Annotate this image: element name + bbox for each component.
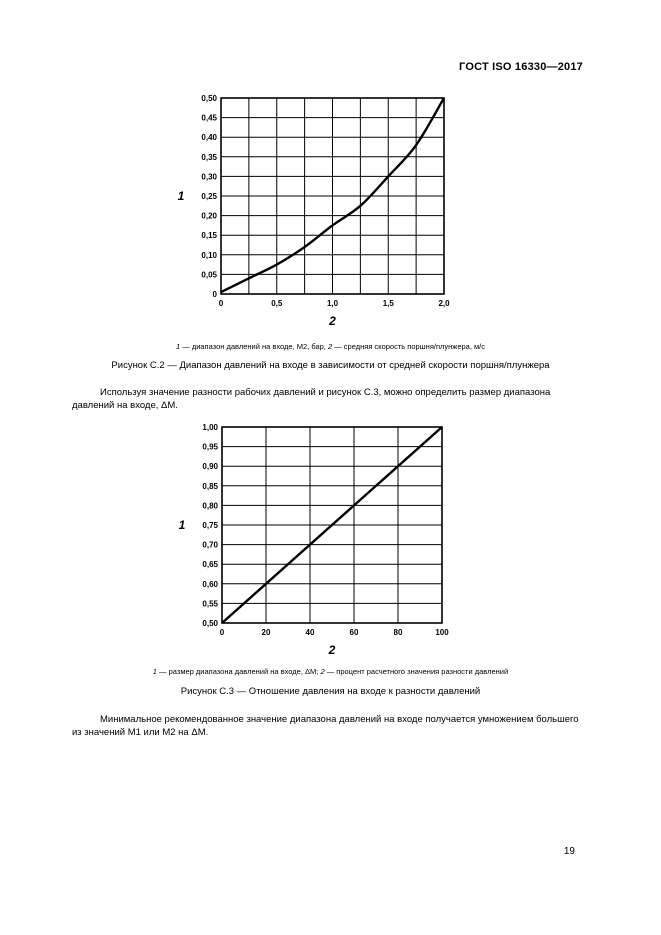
c2-xtick-3: 1,5 — [382, 299, 394, 308]
c2-ytick-10: 0,50 — [201, 94, 217, 103]
c3-ylabel: 1 — [178, 518, 186, 532]
legend-c2-text1: — диапазон давлений на входе, М2, бар, — [180, 342, 328, 351]
c3-ytick-10: 1,00 — [202, 423, 218, 432]
c3-ytick-6: 0,80 — [202, 501, 218, 511]
c3-xtick-1: 20 — [261, 628, 271, 637]
legend-c2-text2: — средняя скорость поршня/плунжера, м/с — [332, 342, 485, 351]
c3-xtick-3: 60 — [349, 628, 359, 637]
c2-ytick-6: 0,30 — [201, 172, 217, 182]
c3-ytick-1: 0,55 — [202, 599, 218, 609]
paragraph-1: Используя значение разности рабочих давлений и рисунок С.3, можно определить размер диапазона давлений на входе, ΔМ. — [72, 387, 551, 411]
legend-c2-num2: 2 — [327, 342, 333, 351]
c2-ytick-5: 0,25 — [201, 192, 217, 201]
c3-ytick-0: 0,50 — [202, 619, 218, 628]
page-number: 19 — [563, 846, 575, 857]
c3-xtick-2: 40 — [305, 628, 315, 637]
c3-ytick-2: 0,60 — [202, 579, 218, 589]
figure-c2-caption: Рисунок С.2 — Диапазон давлений на входе в зависимости от средней скорости поршня/плунжера — [111, 360, 550, 371]
c3-xtick-0: 0 — [219, 628, 225, 637]
paragraph-2: Минимальное рекомендованное значение диапазона давлений на входе получается умножением большего из значений М1 или М2 на ΔМ. — [72, 714, 579, 738]
c3-xlabel: 2 — [328, 643, 336, 657]
c2-xtick-2: 1,0 — [326, 299, 339, 308]
figure-c3-legend — [0, 667, 661, 676]
c2-ytick-3: 0,15 — [201, 231, 217, 241]
c3-ytick-5: 0,75 — [202, 521, 218, 530]
legend-c3-text2: — процент расчетного значения разности давлений — [324, 667, 509, 676]
c2-xlabel: 2 — [329, 314, 336, 328]
figure-c3-caption: Рисунок С.3 — Отношение давления на входе к разности давлений — [180, 686, 481, 697]
c3-ytick-8: 0,90 — [202, 462, 218, 472]
c2-xtick-0: 0 — [218, 299, 224, 308]
c2-xtick-1: 0,5 — [271, 299, 283, 308]
c3-xtick-5: 100 — [435, 628, 449, 637]
c2-ytick-1: 0,05 — [201, 270, 217, 280]
c3-ytick-9: 0,95 — [202, 442, 218, 452]
legend-c2-num1: 1 — [175, 342, 181, 351]
legend-c3-text1: — размер диапазона давлений на входе, ΔМ; — [156, 667, 321, 676]
c2-ytick-9: 0,45 — [201, 113, 217, 123]
legend-c3-num2: 2 — [320, 667, 325, 676]
c2-ylabel: 1 — [177, 189, 185, 203]
c2-ytick-4: 0,20 — [201, 211, 217, 221]
c3-ytick-4: 0,70 — [202, 540, 218, 550]
c3-ytick-3: 0,65 — [202, 560, 218, 570]
standard-header: ГОСТ ISO 16330—2017 — [459, 61, 583, 73]
c2-ytick-2: 0,10 — [201, 250, 217, 260]
legend-c3-num1: 1 — [152, 667, 157, 676]
c3-ytick-7: 0,85 — [202, 481, 218, 491]
c2-ytick-8: 0,40 — [201, 133, 217, 143]
c2-xtick-4: 2,0 — [438, 299, 450, 308]
c2-ytick-0: 0 — [212, 290, 217, 299]
c3-xtick-4: 80 — [393, 628, 403, 637]
c2-ytick-7: 0,35 — [201, 152, 217, 162]
